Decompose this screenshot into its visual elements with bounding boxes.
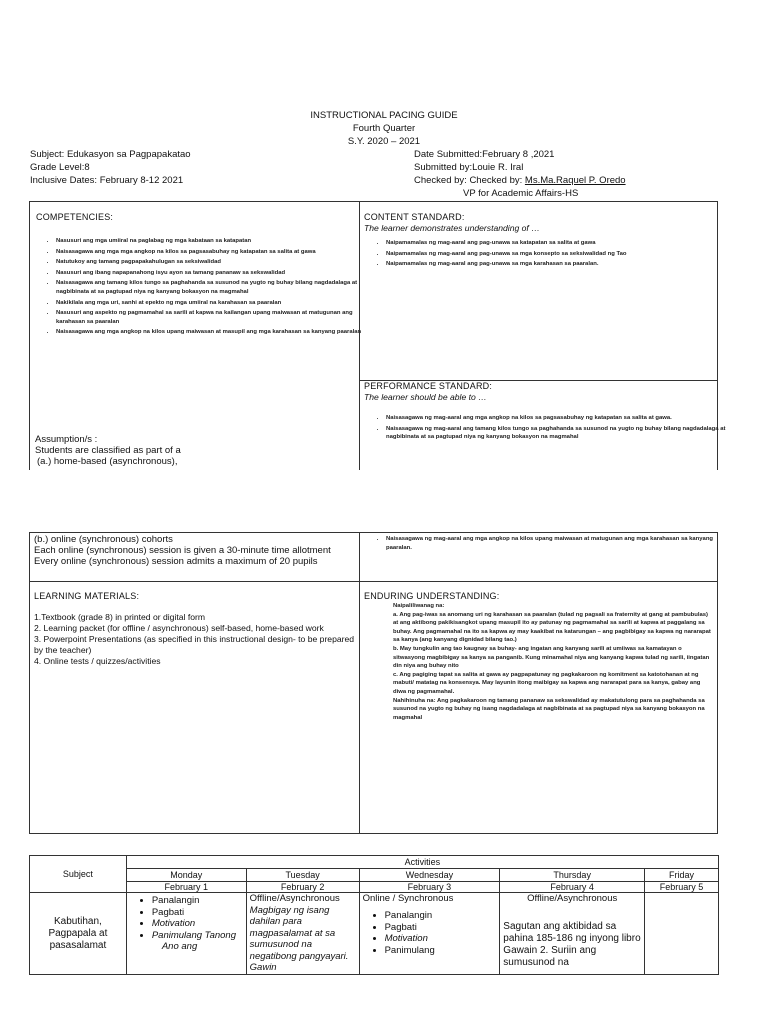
competencies-list xyxy=(32,237,372,339)
enduring-content xyxy=(393,602,711,722)
thursday-mode: Offline/Asynchronous xyxy=(527,893,618,904)
cohorts-line-1: (b.) online (synchronous) cohorts xyxy=(34,534,173,545)
tuesday-cell xyxy=(246,893,359,975)
tuesday-text: Magbigay ng isang dahilan para magpasalamat at sa sumusunod na negatibong pangyayari. Gawin xyxy=(249,904,349,973)
monday-activity-item: • Panimulang Tanong xyxy=(152,930,243,942)
day-header: Tuesday xyxy=(246,869,359,882)
day-header: Thursday xyxy=(500,869,645,882)
submitted-by: Submitted by:Louie R. Iral xyxy=(414,162,524,173)
enduring-understanding-box xyxy=(359,581,718,834)
competency-item: • Naisasagawa ang tamang kilos tungo sa paghahanda sa susunod na yugto ng buhay bilang nagdadalaga at nagbibinata at sa pagtupad niya ng kanyang bokasyon na magmahal xyxy=(56,279,372,296)
monday-extra: Ano ang xyxy=(161,941,198,952)
assumption-line-2: (a.) home-based (asynchronous), xyxy=(37,456,178,467)
tuesday-mode: Offline/Asynchronous xyxy=(249,893,340,904)
monday-activity-item: • Pagbati xyxy=(152,907,243,919)
cohorts-box xyxy=(29,532,360,582)
date-header: February 5 xyxy=(645,882,719,893)
vp-title: VP for Academic Affairs-HS xyxy=(463,188,579,199)
school-year: S.Y. 2020 – 2021 xyxy=(347,136,421,147)
checked-by xyxy=(414,174,626,187)
dates-row xyxy=(30,882,719,893)
days-row xyxy=(30,869,719,882)
performance-standard-subheading: The learner should be able to … xyxy=(364,392,487,402)
learning-materials-heading: LEARNING MATERIALS: xyxy=(34,591,140,601)
enduring-point-b: b. May tungkulin ang tao kaugnay sa buhay- ang ingatan ang kanyang sarili at umiiwas sa kamatayan o sitwasyong magbibigay sa kanya sa panganib. Kung minamahal niya ang kanyang kapwa tulad ng sarili, iingatan din niya ang buhay nito xyxy=(393,645,710,670)
activities-table xyxy=(29,855,719,975)
competencies-heading: COMPETENCIES: xyxy=(36,212,114,222)
checked-by-name: Ms.Ma.Raquel P. Oredo xyxy=(524,175,626,186)
performance-standard-box xyxy=(359,380,726,470)
wednesday-cell xyxy=(359,893,500,975)
day-header: Monday xyxy=(126,869,246,882)
competency-item: • Natutukoy ang tamang pagpapakahulugan sa seksiwalidad xyxy=(56,258,372,267)
enduring-point-a: a. Ang pag-iwas sa anomang uri ng karahasan sa paaralan (tulad ng pagsali sa fraternity at gang at pambubulas) at ang aktibong pakikisangkot upang masupil ito ay patunay ng pagmamahal sa sarili at kapwa at paggalang sa buhay. Ang pagmamahal na ito sa kapwa ay may kaakibat na katarungan – ang pagbibigay sa kapwa ng nararapat sa kanya (ang kanyang dignidad bilang tao.) xyxy=(393,611,711,644)
content-standard-heading: CONTENT STANDARD: xyxy=(364,212,465,222)
enduring-point-c: c. Ang pagiging tapat sa salita at gawa ay pagpapatunay ng pagkakaroon ng komitment sa katotohanan at ng mabuti/ matatag na konsensya. May layunin itong maibigay sa kapwa ang nararapat para sa kanya, gabay ang diwa ng pagmamahal. xyxy=(393,671,701,695)
assumption-line-1: Students are classified as part of a xyxy=(35,445,181,456)
day-header: Friday xyxy=(645,869,719,882)
content-standard-subheading: The learner demonstrates understanding of … xyxy=(364,223,540,233)
grade-line: Grade Level:8 xyxy=(30,162,90,173)
wednesday-activity-item: • Pagbati xyxy=(385,922,497,934)
learning-material-item: 2. Learning packet (for offline / asynchronous) self-based, home-based work xyxy=(34,623,324,633)
date-header: February 2 xyxy=(246,882,359,893)
wednesday-activity-item: • Panalangin xyxy=(385,910,497,922)
learning-materials-box xyxy=(29,581,360,834)
day-header: Wednesday xyxy=(359,869,500,882)
checked-by-label: Checked by: Checked by: xyxy=(414,175,523,186)
competencies-box xyxy=(29,201,360,470)
thursday-cell xyxy=(500,893,645,975)
learning-material-item: 1.Textbook (grade 8) in printed or digital form xyxy=(34,612,206,622)
content-standard-box xyxy=(359,201,718,381)
monday-cell xyxy=(126,893,246,975)
subject-header: Subject xyxy=(30,856,127,893)
competency-item: • Naisasagawa ang mga mga angkop na kilos sa pagsasabuhay ng katapatan sa salita at gawa xyxy=(56,248,372,257)
content-standard-item: • Naipamamalas ng mag-aaral ang pag-unawa sa mga karahasan sa paaralan. xyxy=(386,260,732,269)
monday-list xyxy=(130,895,243,941)
performance-standard-continued-box xyxy=(359,532,718,582)
assumption-title: Assumption/s : xyxy=(35,434,98,445)
content-standard-list xyxy=(362,239,732,271)
content-standard-item: • Naipamamalas ng mag-aaral ang pag-unawa sa katapatan sa salita at gawa xyxy=(386,239,732,248)
wednesday-list xyxy=(363,910,497,956)
competency-item: • Nakikilala ang mga uri, sanhi at epekto ng mga umiiral na karahasan sa paaralan xyxy=(56,299,372,308)
activities-header: Activities xyxy=(126,856,718,869)
monday-activity-item: • Panalangin xyxy=(152,895,243,907)
subject-line: Subject: Edukasyon sa Pagpapakatao xyxy=(30,149,191,160)
date-header: February 4 xyxy=(500,882,645,893)
enduring-heading: ENDURING UNDERSTANDING: xyxy=(364,591,500,601)
performance-standard-item: • Naisasagawa ng mag-aaral ang tamang kilos tungo sa paghahanda sa susunod na yugto ng buhay bilang nagdadalaga at nagbibinata at sa pagtupad niya ng kanyang bokasyon na magmahal xyxy=(386,425,732,442)
wednesday-activity-item: • Panimulang xyxy=(385,945,497,957)
monday-activity-item: • Motivation xyxy=(152,918,243,930)
wednesday-mode: Online / Synchronous xyxy=(362,893,454,904)
learning-material-item: 3. Powerpoint Presentations (as specified in this instructional design- to be prepared by the teacher) xyxy=(34,634,355,655)
wednesday-activity-item: • Motivation xyxy=(385,933,497,945)
cohorts-line-2: Each online (synchronous) session is given a 30-minute time allotment Every online (synchronous) session admits a maximum of 20 pupils xyxy=(34,545,331,567)
date-submitted: Date Submitted:February 8 ,2021 xyxy=(414,149,555,160)
subject-cell: Kabutihan, Pagpapala at pasasalamat xyxy=(30,893,127,975)
thursday-text: Sagutan ang aktibidad sa pahina 185-186 ng inyong libro Gawain 2. Suriin ang sumusunod na xyxy=(503,921,641,968)
competency-item: • Nasusuri ang mga umiiral na paglabag ng mga kabataan sa katapatan xyxy=(56,237,372,246)
date-header: February 1 xyxy=(126,882,246,893)
quarter-label: Fourth Quarter xyxy=(352,123,416,134)
friday-cell xyxy=(645,893,719,975)
performance-standard-heading: PERFORMANCE STANDARD: xyxy=(364,381,493,391)
inclusive-dates: Inclusive Dates: February 8-12 2021 xyxy=(30,175,184,186)
competency-item: • Naisasagawa ang mga angkop na kilos upang maiwasan at masupil ang mga karahasan sa kanyang paaralan xyxy=(56,328,372,337)
enduring-intro: Naipaliliwanag na: xyxy=(393,603,445,609)
document-title: INSTRUCTIONAL PACING GUIDE xyxy=(310,110,458,121)
competency-item: • Nasusuri ang aspekto ng pagmamahal sa sarili at kapwa na kailangan upang maiwasan at matugunan ang karahasan sa paaralan xyxy=(56,309,372,326)
performance-standard-item: • Naisasagawa ng mag-aaral ang mga angkop na kilos sa pagsasabuhay ng katapatan sa salita at gawa. xyxy=(386,414,732,423)
learning-materials-list xyxy=(34,612,356,667)
content-standard-item: • Naipamamalas ng mag-aaral ang pag-unawa sa mga konsepto sa seksiwalidad ng Tao xyxy=(386,250,732,259)
competency-item: • Nasusuri ang ibang napapanahong isyu ayon sa tamang pananaw sa sekswalidad xyxy=(56,269,372,278)
learning-material-item: 4. Online tests / quizzes/activities xyxy=(34,656,161,666)
date-header: February 3 xyxy=(359,882,500,893)
enduring-point-d: Nahihinuha na: Ang pagkakaroon ng tamang pananaw sa sekswalidad ay makatutulong para sa paghahanda sa susunod na yugto ng buhay ng isang nagdadalaga at nagbibinata at sa pagtupad niya sa kanyang bokasyon na magmahal xyxy=(393,697,705,721)
performance-standard-list xyxy=(362,414,732,444)
performance-standard-continued-item: • Naisasagawa ng mag-aaral ang mga angkop na kilos upang maiwasan at matugunan ang mga karahasan sa kanyang paaralan. xyxy=(386,535,732,552)
